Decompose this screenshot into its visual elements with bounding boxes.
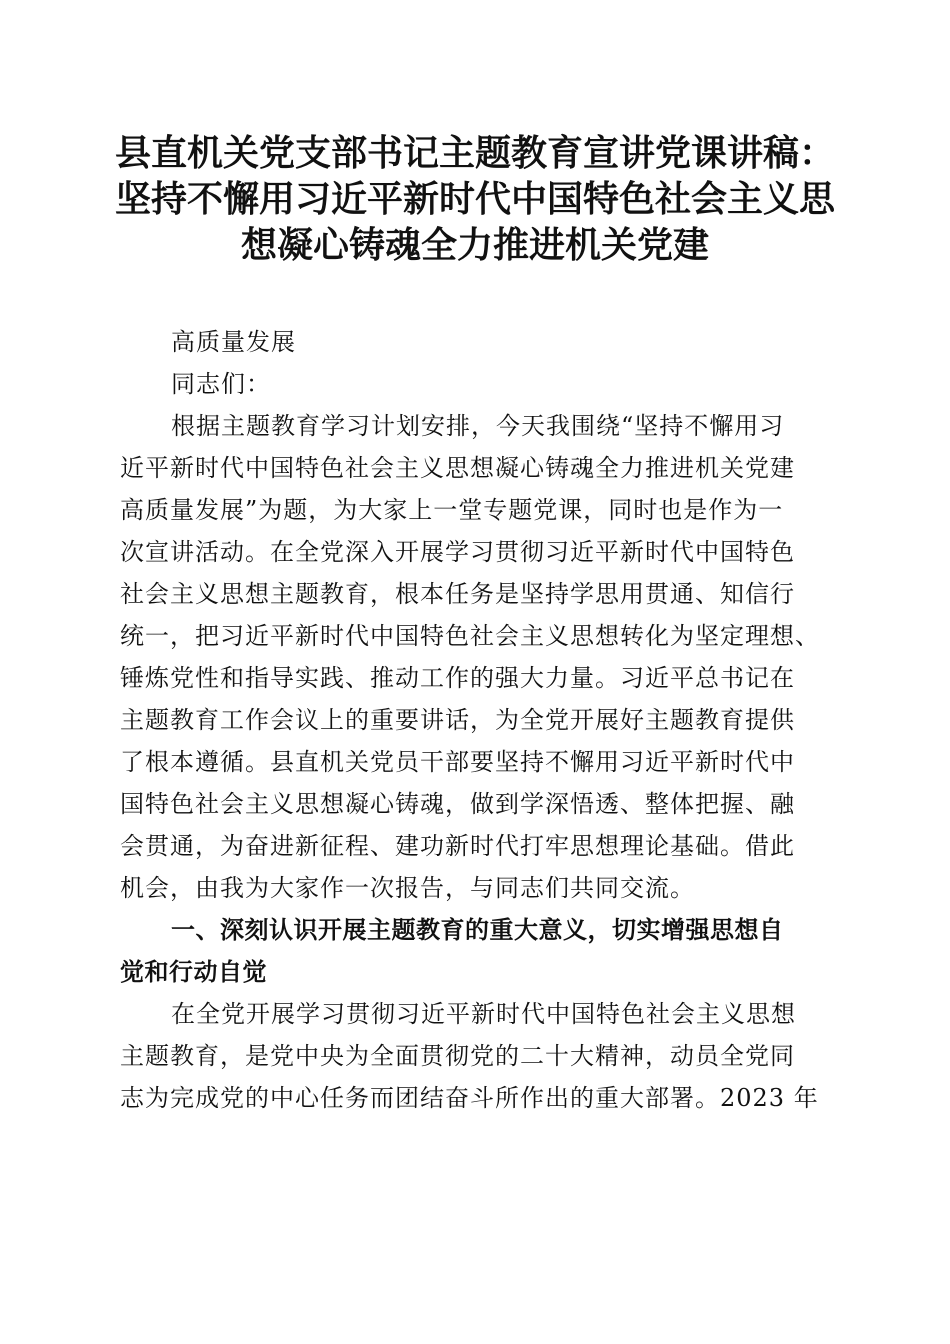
section-heading: 一、深刻认识开展主题教育的重大意义，切实增强思想自 bbox=[171, 916, 784, 944]
body-line: 志为完成党的中心任务而团结奋斗所作出的重大部署。2023 年 bbox=[120, 1084, 819, 1112]
title-line: 想凝心铸魂全力推进机关党建 bbox=[240, 225, 709, 266]
document-body bbox=[120, 321, 825, 1119]
body-line: 高质量发展 bbox=[171, 328, 296, 356]
title-line: 县直机关党支部书记主题教育宣讲党课讲稿： bbox=[114, 133, 835, 174]
section-heading: 觉和行动自觉 bbox=[120, 958, 267, 986]
title-line: 坚持不懈用习近平新时代中国特色社会主义思 bbox=[114, 179, 835, 220]
body-line: 了根本遵循。县直机关党员干部要坚持不懈用习近平新时代中 bbox=[120, 748, 795, 776]
body-line: 机会，由我为大家作一次报告，与同志们共同交流。 bbox=[120, 874, 695, 902]
body-line: 高质量发展”为题，为大家上一堂专题党课，同时也是作为一 bbox=[120, 496, 784, 524]
body-line: 锤炼党性和指导实践、推动工作的强大力量。习近平总书记在 bbox=[120, 664, 795, 692]
document-title bbox=[110, 131, 840, 269]
greeting: 同志们： bbox=[171, 370, 271, 398]
body-line: 根据主题教育学习计划安排，今天我围绕“坚持不懈用习 bbox=[171, 412, 785, 440]
body-line: 统一，把习近平新时代中国特色社会主义思想转化为坚定理想、 bbox=[120, 622, 820, 650]
body-line: 在全党开展学习贯彻习近平新时代中国特色社会主义思想 bbox=[171, 1000, 796, 1028]
body-line: 主题教育，是党中央为全面贯彻党的二十大精神，动员全党同 bbox=[120, 1042, 795, 1070]
body-line: 社会主义思想主题教育，根本任务是坚持学思用贯通、知信行 bbox=[120, 580, 795, 608]
body-line: 主题教育工作会议上的重要讲话，为全党开展好主题教育提供 bbox=[120, 706, 795, 734]
body-line: 会贯通，为奋进新征程、建功新时代打牢思想理论基础。借此 bbox=[120, 832, 795, 860]
body-line: 近平新时代中国特色社会主义思想凝心铸魂全力推进机关党建 bbox=[120, 454, 795, 482]
body-line: 次宣讲活动。在全党深入开展学习贯彻习近平新时代中国特色 bbox=[120, 538, 795, 566]
body-line: 国特色社会主义思想凝心铸魂，做到学深悟透、整体把握、融 bbox=[120, 790, 795, 818]
